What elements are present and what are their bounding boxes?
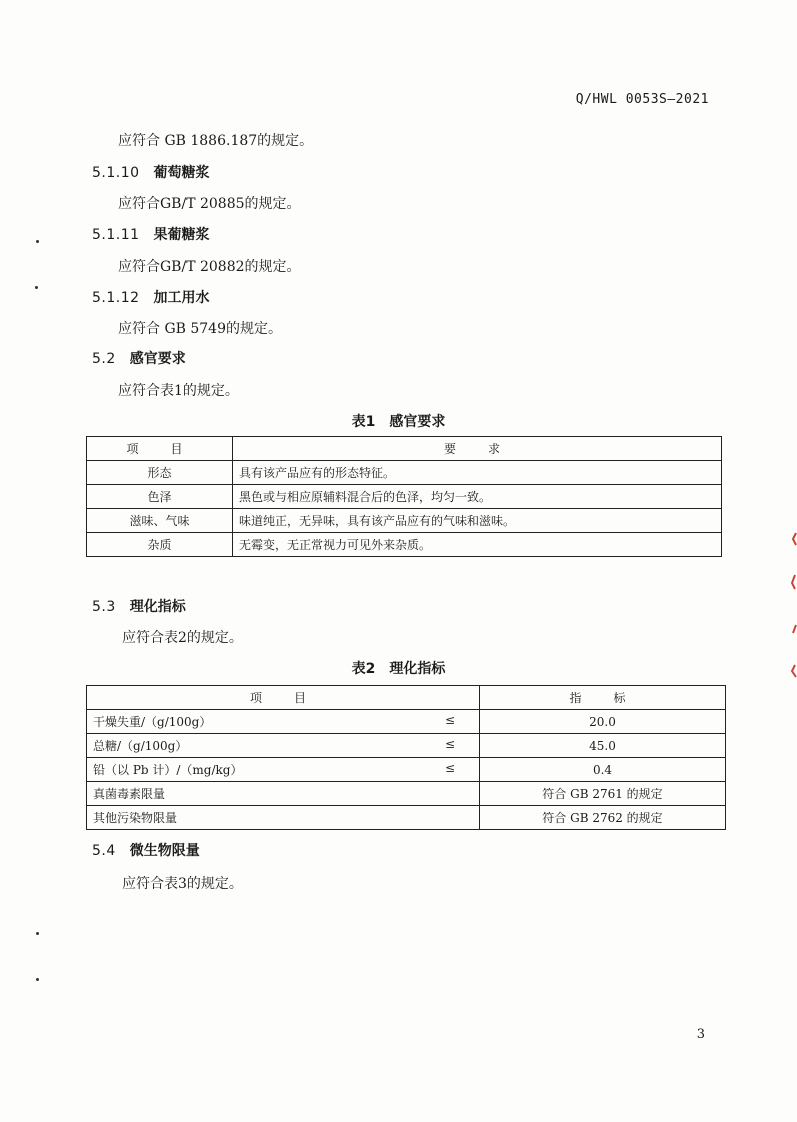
scan-speck (36, 978, 39, 981)
table-cell: 色泽 (87, 485, 233, 509)
section-number: 5.1.12 (92, 290, 140, 306)
table-cell (87, 734, 480, 758)
item-label: 其他污染物限量 (93, 811, 178, 825)
section-heading (92, 287, 210, 307)
comparison-symbol: ≤ (444, 761, 455, 775)
section-number: 5.4 (92, 843, 116, 859)
table-row (87, 533, 722, 557)
table-cell: 杂质 (87, 533, 233, 557)
section-title: 果葡糖浆 (153, 227, 210, 243)
table-cell (87, 758, 480, 782)
item-label: 铅（以 Pb 计）/（mg/kg） (93, 763, 243, 777)
table-cell: 20.0 (480, 710, 726, 734)
scan-speck (35, 286, 38, 289)
table-caption: 表2 理化指标 (351, 661, 446, 677)
paragraph: 应符合GB/T 20885的规定。 (118, 196, 301, 212)
sensory-requirements-table (86, 436, 722, 557)
column-header: 项 目 (87, 686, 480, 710)
table-cell: 0.4 (480, 758, 726, 782)
section-title: 葡萄糖浆 (153, 165, 210, 181)
item-label: 真菌毒素限量 (93, 787, 166, 801)
scan-speck (36, 240, 39, 243)
page-number: 3 (696, 1027, 705, 1042)
table-row (87, 461, 722, 485)
section-number: 5.3 (92, 599, 116, 615)
section-number: 5.1.11 (92, 227, 140, 243)
seal-stamp-edge (787, 525, 797, 685)
table-row (87, 509, 722, 533)
section-title: 感官要求 (129, 351, 186, 367)
table-row (87, 485, 722, 509)
item-label: 干燥失重/（g/100g） (93, 715, 212, 729)
section-title: 理化指标 (129, 599, 186, 615)
table-row (87, 782, 726, 806)
physicochemical-indicators-table (86, 685, 726, 830)
scan-speck (36, 932, 39, 935)
table-cell (87, 782, 480, 806)
table-cell: 味道纯正，无异味，具有该产品应有的气味和滋味。 (233, 509, 722, 533)
table-cell: 符合 GB 2761 的规定 (480, 782, 726, 806)
section-heading (92, 348, 186, 368)
section-heading (92, 162, 210, 182)
section-heading (92, 596, 186, 616)
paragraph: 应符合 GB 1886.187的规定。 (118, 133, 314, 149)
table-cell: 具有该产品应有的形态特征。 (233, 461, 722, 485)
table-row (87, 758, 726, 782)
paragraph: 应符合 GB 5749的规定。 (118, 321, 283, 337)
comparison-symbol: ≤ (444, 737, 455, 751)
column-header: 指 标 (480, 686, 726, 710)
section-heading (92, 840, 200, 860)
item-label: 总糖/（g/100g） (93, 739, 188, 753)
column-header: 要 求 (233, 437, 722, 461)
section-number: 5.2 (92, 351, 116, 367)
table-header-row (87, 437, 722, 461)
table-cell: 黑色或与相应原辅料混合后的色泽，均匀一致。 (233, 485, 722, 509)
table-cell (87, 710, 480, 734)
table-caption: 表1 感官要求 (351, 414, 446, 430)
section-title: 微生物限量 (129, 843, 200, 859)
table-cell: 45.0 (480, 734, 726, 758)
paragraph: 应符合表2的规定。 (122, 630, 243, 646)
section-number: 5.1.10 (92, 165, 140, 181)
paragraph: 应符合表3的规定。 (122, 876, 243, 892)
paragraph: 应符合GB/T 20882的规定。 (118, 259, 301, 275)
section-heading (92, 224, 210, 244)
table-cell: 符合 GB 2762 的规定 (480, 806, 726, 830)
section-title: 加工用水 (153, 290, 210, 306)
paragraph: 应符合表1的规定。 (118, 383, 239, 399)
table-cell: 无霉变，无正常视力可见外来杂质。 (233, 533, 722, 557)
table-cell: 滋味、气味 (87, 509, 233, 533)
comparison-symbol: ≤ (444, 713, 455, 727)
table-row (87, 734, 726, 758)
table-row (87, 806, 726, 830)
column-header: 项 目 (87, 437, 233, 461)
document-code: Q/HWL 0053S—2021 (575, 92, 709, 107)
table-header-row (87, 686, 726, 710)
table-row (87, 710, 726, 734)
table-cell: 形态 (87, 461, 233, 485)
table-cell (87, 806, 480, 830)
